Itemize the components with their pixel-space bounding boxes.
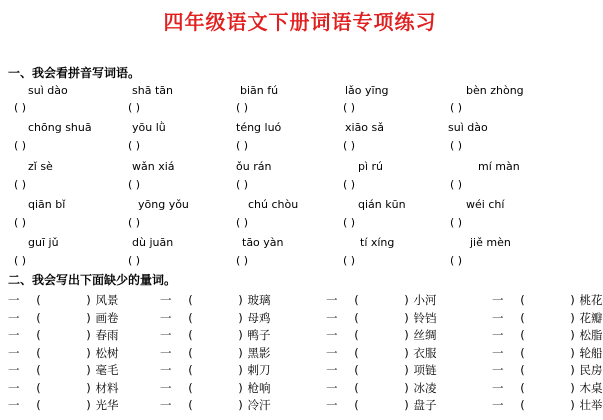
blank-open-paren[interactable]: ( — [188, 380, 193, 395]
pinyin-label: téng luó — [236, 121, 282, 134]
noun-word: 松脂 — [579, 328, 603, 342]
pinyin-label: tí xíng — [360, 236, 395, 249]
blank-close-paren[interactable]: ) — [570, 380, 575, 395]
noun-word: 春雨 — [95, 328, 119, 342]
measure-word-item — [492, 310, 603, 326]
answer-bracket[interactable]: ( ) — [450, 139, 463, 152]
prefix-yi: 一 — [160, 363, 172, 377]
pinyin-label: chú chòu — [248, 198, 299, 211]
blank-close-paren[interactable]: ) — [86, 293, 91, 307]
noun-word: 桃花 — [579, 293, 603, 307]
blank-close-paren[interactable]: ) — [570, 328, 575, 342]
noun-word: 壮举 — [579, 398, 603, 412]
pinyin-label: ǒu rán — [236, 160, 272, 173]
noun-word: 材料 — [95, 380, 119, 395]
measure-word-item — [160, 327, 271, 343]
pinyin-label: jiě mèn — [470, 236, 511, 249]
noun-word: 黑影 — [247, 345, 271, 360]
blank-open-paren[interactable]: ( — [36, 345, 41, 360]
prefix-yi: 一 — [8, 380, 20, 395]
prefix-yi: 一 — [160, 380, 172, 395]
answer-bracket[interactable]: ( ) — [128, 101, 141, 114]
prefix-yi: 一 — [326, 310, 338, 325]
prefix-yi: 一 — [160, 328, 172, 342]
prefix-yi: 一 — [326, 398, 338, 412]
measure-word-item — [326, 327, 437, 343]
answer-bracket[interactable]: ( ) — [236, 139, 249, 152]
blank-open-paren[interactable]: ( — [188, 310, 193, 325]
prefix-yi: 一 — [8, 293, 20, 307]
measure-word-item — [8, 345, 119, 361]
prefix-yi: 一 — [160, 293, 172, 307]
measure-word-item — [326, 310, 437, 326]
answer-bracket[interactable]: ( ) — [14, 101, 27, 114]
blank-close-paren[interactable]: ) — [404, 380, 409, 395]
noun-word: 剌刀 — [247, 363, 271, 377]
answer-bracket[interactable]: ( ) — [450, 216, 463, 229]
measure-word-item — [160, 380, 271, 396]
prefix-yi: 一 — [492, 345, 504, 360]
noun-word: 冷汗 — [247, 398, 271, 412]
blank-close-paren[interactable]: ) — [238, 293, 243, 307]
measure-word-item — [8, 362, 119, 378]
blank-open-paren[interactable]: ( — [36, 310, 41, 325]
noun-word: 项链 — [413, 363, 437, 377]
prefix-yi: 一 — [326, 363, 338, 377]
prefix-yi: 一 — [8, 328, 20, 342]
blank-close-paren[interactable]: ) — [86, 363, 91, 377]
answer-bracket[interactable]: ( ) — [128, 254, 141, 267]
noun-word: 玻璃 — [247, 293, 271, 307]
blank-open-paren[interactable]: ( — [520, 363, 525, 377]
blank-open-paren[interactable]: ( — [520, 345, 525, 360]
measure-word-item — [326, 292, 437, 308]
pinyin-label: yōng yǒu — [138, 198, 189, 211]
pinyin-label: chōng shuā — [28, 121, 92, 134]
blank-close-paren[interactable]: ) — [404, 310, 409, 325]
pinyin-label: biān fú — [240, 84, 279, 97]
pinyin-label: shā tān — [132, 84, 173, 97]
pinyin-label: guī jǔ — [28, 236, 59, 249]
blank-open-paren[interactable]: ( — [188, 293, 193, 307]
blank-close-paren[interactable]: ) — [404, 293, 409, 307]
measure-word-item — [160, 362, 271, 378]
pinyin-label: zǐ sè — [28, 160, 53, 173]
blank-open-paren[interactable]: ( — [354, 328, 359, 342]
blank-close-paren[interactable]: ) — [238, 310, 243, 325]
answer-bracket[interactable]: ( ) — [343, 101, 356, 114]
blank-open-paren[interactable]: ( — [354, 380, 359, 395]
answer-bracket[interactable]: ( ) — [128, 216, 141, 229]
blank-open-paren[interactable]: ( — [354, 398, 359, 412]
prefix-yi: 一 — [160, 345, 172, 360]
blank-close-paren[interactable]: ) — [238, 398, 243, 412]
blank-close-paren[interactable]: ) — [238, 328, 243, 342]
answer-bracket[interactable]: ( ) — [14, 254, 27, 267]
blank-close-paren[interactable]: ) — [404, 398, 409, 412]
answer-bracket[interactable]: ( ) — [450, 178, 463, 191]
blank-close-paren[interactable]: ) — [570, 398, 575, 412]
measure-word-item — [160, 397, 271, 413]
noun-word: 木桌 — [579, 380, 603, 395]
blank-close-paren[interactable]: ) — [570, 293, 575, 307]
measure-word-item — [8, 380, 119, 396]
answer-bracket[interactable]: ( ) — [128, 178, 141, 191]
pinyin-label: xiāo sǎ — [345, 121, 385, 134]
prefix-yi: 一 — [492, 328, 504, 342]
prefix-yi: 一 — [8, 363, 20, 377]
noun-word: 盘子 — [413, 398, 437, 412]
blank-close-paren[interactable]: ) — [404, 363, 409, 377]
pinyin-label: dù juān — [132, 236, 174, 249]
blank-close-paren[interactable]: ) — [238, 380, 243, 395]
blank-open-paren[interactable]: ( — [36, 328, 41, 342]
blank-close-paren[interactable]: ) — [238, 345, 243, 360]
prefix-yi: 一 — [326, 328, 338, 342]
blank-close-paren[interactable]: ) — [86, 345, 91, 360]
measure-word-item — [8, 310, 119, 326]
answer-bracket[interactable]: ( ) — [14, 139, 27, 152]
prefix-yi: 一 — [160, 398, 172, 412]
blank-open-paren[interactable]: ( — [188, 328, 193, 342]
prefix-yi: 一 — [492, 293, 504, 307]
pinyin-label: wǎn xiá — [132, 160, 175, 173]
measure-word-item — [326, 397, 437, 413]
prefix-yi: 一 — [8, 310, 20, 325]
blank-open-paren[interactable]: ( — [520, 328, 525, 342]
blank-open-paren[interactable]: ( — [36, 398, 41, 412]
measure-word-item — [8, 292, 119, 308]
prefix-yi: 一 — [8, 345, 20, 360]
pinyin-label: bèn zhòng — [466, 84, 524, 97]
pinyin-label: mí màn — [478, 160, 520, 173]
blank-open-paren[interactable]: ( — [188, 398, 193, 412]
pinyin-label: qiān bǐ — [28, 198, 66, 211]
prefix-yi: 一 — [326, 293, 338, 307]
pinyin-label: suì dào — [28, 84, 68, 97]
blank-open-paren[interactable]: ( — [36, 293, 41, 307]
blank-close-paren[interactable]: ) — [86, 380, 91, 395]
measure-word-item — [492, 380, 603, 396]
blank-open-paren[interactable]: ( — [188, 345, 193, 360]
answer-bracket[interactable]: ( ) — [236, 216, 249, 229]
noun-word: 民房 — [579, 363, 603, 377]
answer-bracket[interactable]: ( ) — [236, 254, 249, 267]
answer-bracket[interactable]: ( ) — [236, 178, 249, 191]
noun-word: 画卷 — [95, 310, 119, 325]
blank-open-paren[interactable]: ( — [520, 398, 525, 412]
page-title: 四年级语文下册词语专项练习 — [163, 10, 437, 34]
measure-word-item — [492, 292, 603, 308]
blank-close-paren[interactable]: ) — [86, 310, 91, 325]
measure-word-item — [492, 397, 603, 413]
prefix-yi: 一 — [326, 380, 338, 395]
answer-bracket[interactable]: ( ) — [14, 216, 27, 229]
noun-word: 花瓣 — [579, 310, 603, 325]
blank-open-paren[interactable]: ( — [354, 310, 359, 325]
answer-bracket[interactable]: ( ) — [343, 216, 356, 229]
measure-word-item — [492, 345, 603, 361]
measure-word-item — [492, 362, 603, 378]
blank-open-paren[interactable]: ( — [520, 293, 525, 307]
noun-word: 松树 — [95, 345, 119, 360]
prefix-yi: 一 — [492, 380, 504, 395]
blank-close-paren[interactable]: ) — [404, 328, 409, 342]
blank-open-paren[interactable]: ( — [188, 363, 193, 377]
answer-bracket[interactable]: ( ) — [343, 139, 356, 152]
measure-word-item — [326, 362, 437, 378]
noun-word: 母鸡 — [247, 310, 271, 325]
measure-word-item — [160, 292, 271, 308]
blank-close-paren[interactable]: ) — [570, 345, 575, 360]
prefix-yi: 一 — [492, 310, 504, 325]
prefix-yi: 一 — [492, 398, 504, 412]
pinyin-label: wéi chí — [466, 198, 505, 211]
measure-word-item — [8, 397, 119, 413]
blank-open-paren[interactable]: ( — [36, 363, 41, 377]
noun-word: 枪响 — [247, 380, 271, 395]
blank-close-paren[interactable]: ) — [404, 345, 409, 360]
answer-bracket[interactable]: ( ) — [450, 101, 463, 114]
pinyin-label: yōu lǜ — [132, 121, 166, 134]
noun-word: 轮船 — [579, 345, 603, 360]
blank-close-paren[interactable]: ) — [570, 363, 575, 377]
blank-close-paren[interactable]: ) — [570, 310, 575, 325]
blank-close-paren[interactable]: ) — [86, 328, 91, 342]
pinyin-label: lǎo yīng — [345, 84, 389, 97]
measure-word-item — [160, 345, 271, 361]
blank-close-paren[interactable]: ) — [238, 363, 243, 377]
measure-word-item — [160, 310, 271, 326]
pinyin-label: qián kūn — [358, 198, 406, 211]
noun-word: 风景 — [95, 293, 119, 307]
measure-word-item — [326, 345, 437, 361]
pinyin-label: tāo yàn — [242, 236, 284, 249]
blank-open-paren[interactable]: ( — [354, 363, 359, 377]
measure-word-item — [492, 327, 603, 343]
answer-bracket[interactable]: ( ) — [343, 178, 356, 191]
measure-word-item — [8, 327, 119, 343]
noun-word: 鸭子 — [247, 328, 271, 342]
blank-open-paren[interactable]: ( — [354, 293, 359, 307]
prefix-yi: 一 — [160, 310, 172, 325]
blank-open-paren[interactable]: ( — [520, 380, 525, 395]
pinyin-label: pì rú — [358, 160, 384, 173]
blank-open-paren[interactable]: ( — [36, 380, 41, 395]
blank-open-paren[interactable]: ( — [520, 310, 525, 325]
prefix-yi: 一 — [8, 398, 20, 412]
blank-open-paren[interactable]: ( — [354, 345, 359, 360]
answer-bracket[interactable]: ( ) — [450, 254, 463, 267]
noun-word: 衣服 — [413, 345, 437, 360]
measure-word-item — [326, 380, 437, 396]
noun-word: 小河 — [413, 293, 437, 307]
section2-heading: 二、我会写出下面缺少的量词。 — [8, 273, 177, 287]
noun-word: 丝绸 — [413, 328, 437, 342]
noun-word: 铃铛 — [413, 310, 437, 325]
noun-word: 冰凌 — [413, 380, 437, 395]
answer-bracket[interactable]: ( ) — [128, 139, 141, 152]
blank-close-paren[interactable]: ) — [86, 398, 91, 412]
pinyin-label: suì dào — [448, 121, 488, 134]
answer-bracket[interactable]: ( ) — [343, 254, 356, 267]
prefix-yi: 一 — [326, 345, 338, 360]
noun-word: 毫毛 — [95, 363, 119, 377]
noun-word: 光华 — [95, 398, 119, 412]
section1-heading: 一、我会看拼音写词语。 — [8, 66, 141, 80]
prefix-yi: 一 — [492, 363, 504, 377]
answer-bracket[interactable]: ( ) — [236, 101, 249, 114]
answer-bracket[interactable]: ( ) — [14, 178, 27, 191]
